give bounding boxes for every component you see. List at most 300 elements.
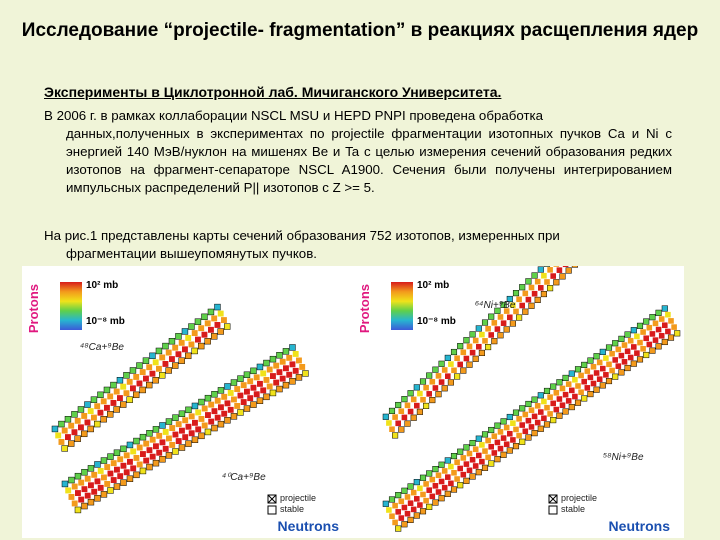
isotope-cell <box>516 297 522 303</box>
isotope-cell <box>544 279 550 285</box>
isotope-cell <box>296 374 302 380</box>
isotope-cell <box>485 438 491 444</box>
isotope-cell <box>547 267 553 273</box>
isotope-cell <box>535 297 541 303</box>
isotope-cell <box>609 368 615 374</box>
isotope-cell <box>386 420 392 426</box>
isotope-cell <box>260 387 266 393</box>
isotope-cell <box>423 481 429 487</box>
isotope-cell <box>600 366 606 372</box>
isotope-cell <box>395 526 401 532</box>
isotope-cell <box>504 441 510 447</box>
isotope-cell <box>88 426 94 432</box>
isotope-cell <box>399 515 405 521</box>
isotope-cell <box>383 414 389 420</box>
y-axis-label: Protons <box>26 284 41 334</box>
isotope-cell <box>554 266 560 267</box>
paragraph-1-body: данных,полученных в экспериментах по projectile фрагментации изотопных пучков Ca и Ni с энергией 140 МэВ/нуклон на мишенях Be и Ta с целью измерения сечений образования редких изотопов на фрагмент-сепараторе NSCL A1900. Сечения были получены интегрированием импульсных распределений P|| изотопов с Z >= 5. <box>66 126 672 195</box>
isotope-cell <box>392 520 398 526</box>
isotope-cell <box>408 390 414 396</box>
isotope-cell <box>290 345 296 351</box>
isotope-cell <box>439 462 445 468</box>
isotope-cell <box>591 381 597 387</box>
isotope-cell <box>519 406 525 412</box>
isotope-cell <box>433 500 439 506</box>
isotope-cell <box>476 344 482 350</box>
isotope-cell <box>439 495 445 501</box>
isotope-cell <box>98 468 104 474</box>
isotope-cell <box>529 424 535 430</box>
isotope-cell <box>467 362 473 368</box>
isotope-cell <box>120 402 126 408</box>
isotope-cell <box>417 502 423 508</box>
isotope-cell <box>606 362 612 368</box>
color-scale-bar <box>60 282 82 330</box>
isotope-cell <box>88 408 94 414</box>
isotope-cell <box>72 501 78 507</box>
isotope-cell <box>225 417 231 423</box>
paragraph-2-body: фрагментации вышеупомянутых пучков. <box>66 246 317 261</box>
isotope-cell <box>147 430 153 436</box>
isotope-cell <box>127 476 133 482</box>
isotope-cell <box>513 443 519 449</box>
isotope-cell <box>212 408 218 414</box>
isotope-cell <box>389 513 395 519</box>
isotope-cell <box>526 401 532 407</box>
isotope-cell <box>461 472 467 478</box>
isotope-cell <box>137 462 143 468</box>
isotope-cell <box>251 385 257 391</box>
isotope-cell <box>124 469 130 475</box>
isotope-cell <box>104 387 110 393</box>
isotope-cell <box>470 332 476 338</box>
isotope-cell <box>585 385 591 391</box>
isotope-cell <box>234 386 240 392</box>
isotope-cell <box>218 329 224 335</box>
isotope-cell <box>591 364 597 370</box>
isotope-cell <box>238 376 244 382</box>
isotope-cell <box>75 473 81 479</box>
isotope-cell <box>656 310 662 316</box>
isotope-cell <box>98 392 104 398</box>
section-heading: Эксперименты в Циклотронной лаб. Мичиганского Университета. <box>44 84 502 100</box>
isotope-cell <box>173 449 179 455</box>
isotope-cell <box>244 406 250 412</box>
isotope-cell <box>166 419 172 425</box>
isotope-cell <box>163 343 169 349</box>
isotope-cell <box>241 399 247 405</box>
isotope-cell <box>218 387 224 393</box>
isotope-cell <box>476 469 482 475</box>
isotope-cell <box>488 332 494 338</box>
isotope-cell <box>91 489 97 495</box>
isotope-cell <box>169 425 175 431</box>
isotope-cell <box>628 338 634 344</box>
isotope-cell <box>436 391 442 397</box>
isotope-cell <box>238 393 244 399</box>
isotope-cell <box>221 317 227 323</box>
isotope-cell <box>470 440 476 446</box>
isotope-cell <box>72 411 78 417</box>
isotope-cell <box>492 338 498 344</box>
isotope-cell <box>68 441 74 447</box>
isotope-cell <box>476 436 482 442</box>
isotope-cell <box>202 423 208 429</box>
isotope-cell <box>426 471 432 477</box>
isotope-cell <box>597 360 603 366</box>
isotope-cell <box>82 486 88 492</box>
legend-min: 10⁻⁸ mb <box>86 316 125 327</box>
isotope-cell <box>108 488 114 494</box>
isotope-cell <box>420 397 426 403</box>
isotope-cell <box>395 492 401 498</box>
isotope-cell <box>519 303 525 309</box>
key-projectile: projectile <box>280 493 317 503</box>
isotope-cell <box>88 499 94 505</box>
isotope-cell <box>451 453 457 459</box>
isotope-cell <box>485 455 491 461</box>
isotope-cell <box>619 353 625 359</box>
isotope-cell <box>69 477 75 483</box>
isotope-cell <box>199 399 205 405</box>
isotope-cell <box>117 473 123 479</box>
isotope-cell <box>244 372 250 378</box>
isotope-cell <box>647 325 653 331</box>
isotope-cell <box>65 434 71 440</box>
isotope-cell <box>133 392 139 398</box>
isotope-cell <box>251 368 257 374</box>
isotope-cell <box>147 464 153 470</box>
isotope-cell <box>150 454 156 460</box>
isotope-cell <box>442 385 448 391</box>
isotope-cell <box>541 273 547 279</box>
isotope-cell <box>532 397 538 403</box>
isotope-cell <box>662 322 668 328</box>
isotope-cell <box>290 378 296 384</box>
isotope-cell <box>538 393 544 399</box>
isotope-cell <box>273 380 279 386</box>
isotope-cell <box>195 337 201 343</box>
isotope-cell <box>98 485 104 491</box>
isotope-cell <box>130 385 136 391</box>
isotope-cell <box>451 470 457 476</box>
isotope-cell <box>426 391 432 397</box>
calcium-panel <box>22 266 353 538</box>
isotope-cell <box>659 316 665 322</box>
isotope-cell <box>467 451 473 457</box>
isotope-cell <box>473 338 479 344</box>
isotope-cell <box>88 482 94 488</box>
isotope-cell <box>563 266 569 267</box>
isotope-cell <box>62 446 68 452</box>
isotope-cell <box>544 388 550 394</box>
isotope-cell <box>411 490 417 496</box>
isotope-cell <box>647 342 653 348</box>
isotope-cell <box>619 370 625 376</box>
isotope-cell <box>241 382 247 388</box>
isotope-cell <box>457 466 463 472</box>
isotope-cell <box>159 372 165 378</box>
isotope-cell <box>114 467 120 473</box>
isotope-cell <box>176 438 182 444</box>
isotope-cell <box>101 491 107 497</box>
isotope-cell <box>251 402 257 408</box>
isotope-cell <box>637 357 643 363</box>
isotope-cell <box>82 469 88 475</box>
isotope-cell <box>199 433 205 439</box>
isotope-cell <box>104 481 110 487</box>
isotope-cell <box>457 362 463 368</box>
isotope-cell <box>650 314 656 320</box>
isotope-cell <box>495 456 501 462</box>
isotope-cell <box>108 471 114 477</box>
isotope-cell <box>482 432 488 438</box>
isotope-cell <box>124 452 130 458</box>
isotope-cell <box>423 385 429 391</box>
isotope-cell <box>492 450 498 456</box>
isotope-cell <box>492 320 498 326</box>
isotope-cell <box>668 318 674 324</box>
isotope-cell <box>640 346 646 352</box>
isotope-cell <box>560 402 566 408</box>
isotope-cell <box>111 400 117 406</box>
isotope-cell <box>433 483 439 489</box>
isotope-cell <box>101 398 107 404</box>
isotope-cell <box>264 394 270 400</box>
isotope-cell <box>507 431 513 437</box>
isotope-cell <box>597 376 603 382</box>
isotope-cell <box>532 273 538 279</box>
isotope-cell <box>108 454 114 460</box>
isotope-cell <box>470 474 476 480</box>
isotope-cell <box>526 279 532 285</box>
isotope-cell <box>637 340 643 346</box>
isotope-cell <box>137 363 143 369</box>
isotope-cell <box>85 402 91 408</box>
isotope-cell <box>189 430 195 436</box>
isotope-cell <box>656 327 662 333</box>
isotope-cell <box>628 355 634 361</box>
paragraph-1-first-line: В 2006 г. в рамках коллаборации NSCL MSU и HEPD PNPI проведена обработка <box>44 108 544 123</box>
isotope-cell <box>68 423 74 429</box>
reaction-label-ni64: ⁶⁴Ni+⁹Be <box>475 300 516 311</box>
isotope-cell <box>544 422 550 428</box>
isotope-cell <box>554 407 560 413</box>
isotope-cell <box>423 498 429 504</box>
isotope-cell <box>594 353 600 359</box>
isotope-cell <box>62 481 68 487</box>
isotope-cell <box>588 375 594 381</box>
isotope-cell <box>581 396 587 402</box>
isotope-cell <box>557 379 563 385</box>
isotope-cell <box>414 513 420 519</box>
isotope-cell <box>492 433 498 439</box>
isotope-cell <box>134 472 140 478</box>
isotope-cell <box>286 355 292 361</box>
isotope-cell <box>101 458 107 464</box>
isotope-cell <box>637 323 643 329</box>
isotope-cell <box>507 448 513 454</box>
isotope-cell <box>208 309 214 315</box>
isotope-cell <box>402 505 408 511</box>
isotope-cell <box>173 432 179 438</box>
isotope-cell <box>111 382 117 388</box>
isotope-cell <box>448 481 454 487</box>
isotope-cell <box>408 409 414 415</box>
isotope-cell <box>286 372 292 378</box>
isotope-cell <box>581 379 587 385</box>
isotope-cell <box>606 378 612 384</box>
isotope-cell <box>476 453 482 459</box>
isotope-cell <box>436 472 442 478</box>
isotope-cell <box>408 500 414 506</box>
isotope-cell <box>414 403 420 409</box>
reaction-label-ca40: ⁴⁰Ca+⁹Be <box>222 472 266 483</box>
isotope-cell <box>264 360 270 366</box>
isotope-cell <box>211 316 217 322</box>
isotope-cell <box>231 413 237 419</box>
isotope-cell <box>563 375 569 381</box>
isotope-cell <box>507 314 513 320</box>
isotope-cell <box>156 450 162 456</box>
isotope-cell <box>127 379 133 385</box>
isotope-cell <box>479 459 485 465</box>
isotope-cell <box>156 348 162 354</box>
isotope-cell <box>454 355 460 361</box>
isotope-cell <box>569 404 575 410</box>
legend-max: 10² mb <box>86 280 119 291</box>
isotope-cell <box>114 450 120 456</box>
isotope-cell <box>594 370 600 376</box>
isotope-cell <box>402 521 408 527</box>
isotope-cell <box>451 349 457 355</box>
isotope-cell <box>479 442 485 448</box>
isotope-cell <box>402 488 408 494</box>
isotope-cell <box>130 368 136 374</box>
isotope-cell <box>169 356 175 362</box>
isotope-cell <box>653 337 659 343</box>
isotope-cell <box>569 371 575 377</box>
isotope-cell <box>575 400 581 406</box>
isotope-cell <box>72 429 78 435</box>
isotope-cell <box>451 487 457 493</box>
isotope-cell <box>470 350 476 356</box>
isotope-cell <box>513 290 519 296</box>
isotope-cell <box>569 388 575 394</box>
isotope-cell <box>95 462 101 468</box>
isotope-cell <box>616 363 622 369</box>
isotope-cell <box>510 420 516 426</box>
isotope-cell <box>439 479 445 485</box>
isotope-cell <box>176 421 182 427</box>
isotope-cell <box>277 386 283 392</box>
isotope-cell <box>513 427 519 433</box>
isotope-cell <box>399 499 405 505</box>
isotope-cell <box>464 478 470 484</box>
isotope-cell <box>169 338 175 344</box>
isotope-cell <box>153 359 159 365</box>
isotope-cell <box>399 427 405 433</box>
isotope-cell <box>594 387 600 393</box>
isotope-cell <box>464 356 470 362</box>
isotope-cell <box>402 415 408 421</box>
isotope-cell <box>600 383 606 389</box>
isotope-cell <box>218 421 224 427</box>
isotope-cell <box>612 340 618 346</box>
isotope-cell <box>303 371 309 377</box>
isotope-cell <box>146 382 152 388</box>
isotope-cell <box>526 435 532 441</box>
isotope-cell <box>420 508 426 514</box>
isotope-cell <box>189 324 195 330</box>
isotope-cell <box>121 480 127 486</box>
isotope-cell <box>442 485 448 491</box>
isotope-cell <box>244 389 250 395</box>
isotope-cell <box>519 284 525 290</box>
x-axis-label: Neutrons <box>608 518 670 534</box>
paragraph-2-first-line: На рис.1 представлены карты сечений образования 752 изотопов, измеренных при <box>44 228 560 243</box>
isotope-cell <box>445 491 451 497</box>
isotope-cell <box>588 358 594 364</box>
isotope-cell <box>166 350 172 356</box>
isotope-cell <box>482 448 488 454</box>
isotope-cell <box>166 436 172 442</box>
isotope-cell <box>445 474 451 480</box>
isotope-cell <box>448 464 454 470</box>
isotope-cell <box>179 411 185 417</box>
isotope-cell <box>461 368 467 374</box>
isotope-cell <box>238 410 244 416</box>
isotope-cell <box>163 429 169 435</box>
isotope-cell <box>228 407 234 413</box>
isotope-cell <box>430 477 436 483</box>
isotope-cell <box>124 372 130 378</box>
isotope-cell <box>668 335 674 341</box>
isotope-cell <box>111 460 117 466</box>
isotope-cell <box>166 368 172 374</box>
isotope-cell <box>205 412 211 418</box>
isotope-cell <box>519 422 525 428</box>
isotope-cell <box>585 368 591 374</box>
isotope-cell <box>189 413 195 419</box>
isotope-cell <box>430 494 436 500</box>
isotope-cell <box>267 367 273 373</box>
isotope-cell <box>473 446 479 452</box>
isotope-cell <box>498 314 504 320</box>
isotope-cell <box>140 369 146 375</box>
isotope-cell <box>140 468 146 474</box>
isotope-cell <box>631 344 637 350</box>
isotope-cell <box>510 321 516 327</box>
isotope-cell <box>192 420 198 426</box>
isotope-cell <box>98 410 104 416</box>
page-title: Исследование “projectile- fragmentation” в реакциях расщепления ядер <box>21 20 699 41</box>
isotope-cell <box>117 377 123 383</box>
isotope-cell <box>498 332 504 338</box>
isotope-cell <box>523 309 529 315</box>
isotope-cell <box>143 358 149 364</box>
isotope-cell <box>153 460 159 466</box>
isotope-cell <box>513 410 519 416</box>
isotope-cell <box>137 445 143 451</box>
isotope-cell <box>150 353 156 359</box>
isotope-cell <box>182 346 188 352</box>
isotope-cell <box>179 340 185 346</box>
isotope-cell <box>643 319 649 325</box>
isotope-cell <box>516 315 522 321</box>
isotope-cell <box>65 488 71 494</box>
isotope-cell <box>433 367 439 373</box>
